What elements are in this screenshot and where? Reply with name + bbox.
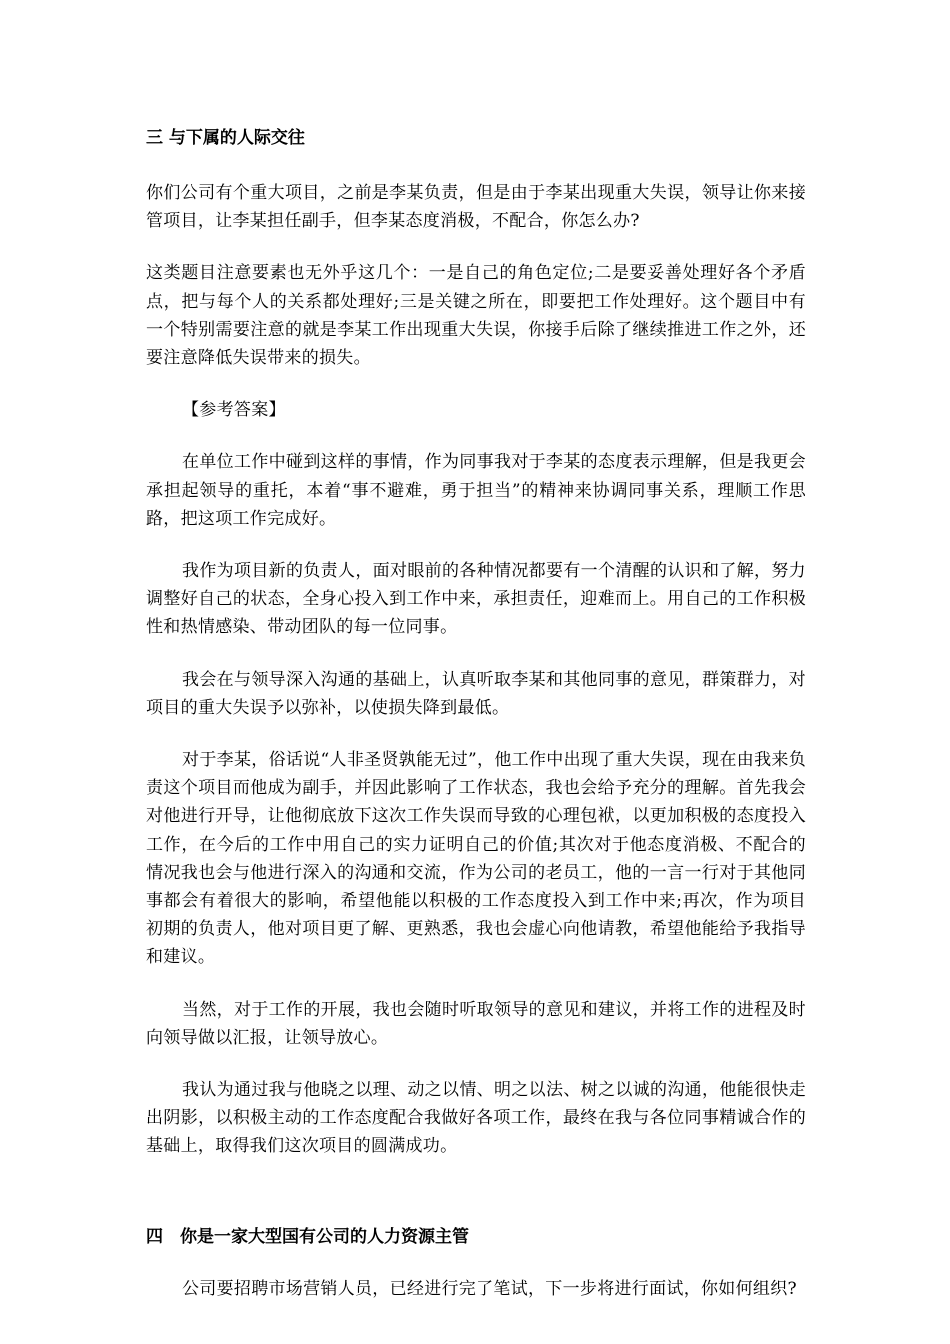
answer-paragraph: 我认为通过我与他晓之以理、动之以情、明之以法、树之以诚的沟通，他能很快走出阴影，以积极主动的工作态度配合我做好各项工作，最终在我与各位同事精诚合作的基础上，取得我们这次项目的圆满成功。	[146, 1080, 806, 1157]
section-3-analysis: 这类题目注意要素也无外乎这几个：一是自己的角色定位;二是要妥善处理好各个矛盾点，把与每个人的关系都处理好;三是关键之所在，即要把工作处理好。这个题目中有一个特别需要注意的就是李某工作出现重大失误，你接手后除了继续推进工作之外，还要注意降低失误带来的损失。	[146, 263, 806, 369]
answer-paragraph: 当然，对于工作的开展，我也会随时听取领导的意见和建议，并将工作的进程及时向领导做以汇报，让领导放心。	[146, 999, 806, 1048]
answer-paragraph: 对于李某，俗话说“人非圣贤孰能无过”，他工作中出现了重大失误，现在由我来负责这个项目而他成为副手，并因此影响了工作状态，我也会给予充分的理解。首先我会对他进行开导，让他彻底放下这次工作失误而导致的心理包袱，以更加积极的态度投入工作，在今后的工作中用自己的实力证明自己的价值;其次对于他态度消极、不配合的情况我也会与他进行深入的沟通和交流，作为公司的老员工，他的一言一行对于其他同事都会有着很大的影响，希望他能以积极的工作态度投入到工作中来;再次，作为项目初期的负责人，他对项目更了解、更熟悉，我也会虚心向他请教，希望他能给予我指导和建议。	[146, 750, 806, 968]
answer-label: 【参考答案】	[182, 400, 286, 421]
section-3-heading: 三 与下属的人际交往	[146, 128, 305, 148]
section-4-question: 公司要招聘市场营销人员，已经进行完了笔试，下一步将进行面试，你如何组织?	[182, 1278, 797, 1299]
answer-paragraph: 在单位工作中碰到这样的事情，作为同事我对于李某的态度表示理解，但是我更会承担起领导的重托，本着“事不避难，勇于担当”的精神来协调同事关系，理顺工作思路，把这项工作完成好。	[146, 452, 806, 529]
document-body	[146, 124, 806, 1303]
section-3-question: 你们公司有个重大项目，之前是李某负责，但是由于李某出现重大失误，领导让你来接管项目，让李某担任副手，但李某态度消极，不配合，你怎么办?	[146, 183, 806, 232]
answer-paragraph: 我会在与领导深入沟通的基础上，认真听取李某和其他同事的意见，群策群力，对项目的重大失误予以弥补，以使损失降到最低。	[146, 669, 806, 718]
answer-paragraph: 我作为项目新的负责人，面对眼前的各种情况都要有一个清醒的认识和了解，努力调整好自己的状态，全身心投入到工作中来，承担责任，迎难而上。用自己的工作积极性和热情感染、带动团队的每一位同事。	[146, 561, 806, 638]
section-4-heading: 四 你是一家大型国有公司的人力资源主管	[146, 1226, 469, 1247]
